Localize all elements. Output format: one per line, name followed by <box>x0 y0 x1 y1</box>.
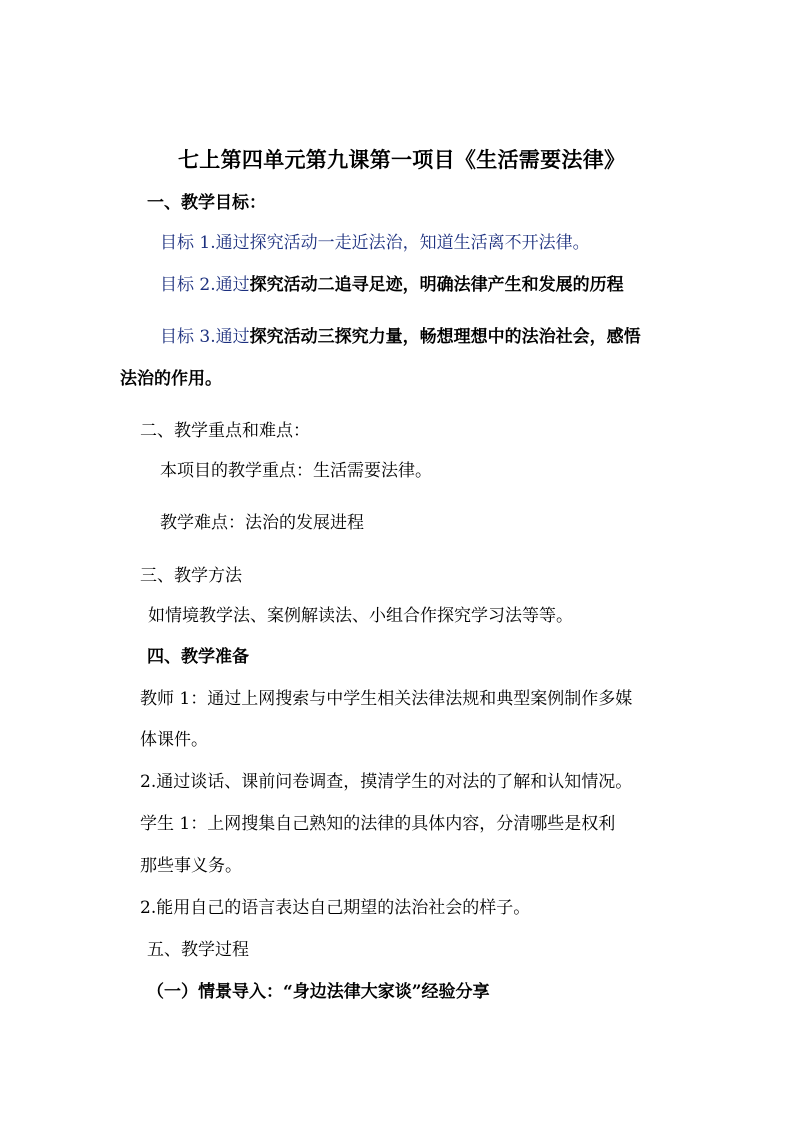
student-prep-1: 学生 1：上网搜集自己熟知的法律的具体内容，分清哪些是权利 <box>140 814 616 834</box>
section1-heading: 一、教学目标： <box>147 193 266 213</box>
teaching-focus: 本项目的教学重点：生活需要法律。 <box>160 461 432 481</box>
teacher-prep-1-cont: 体课件。 <box>140 730 208 750</box>
goal-2-prefix: 目标 2. <box>160 275 216 295</box>
section3-heading: 三、教学方法 <box>140 566 242 586</box>
section5-heading: 五、教学过程 <box>147 940 249 960</box>
goal-2-text-a: 通过 <box>215 275 250 295</box>
goal-1 <box>160 232 590 254</box>
goal-3-text-b: 探究活动三探究力量，畅想理想中的法治社会，感悟 <box>249 327 641 347</box>
goal-3 <box>160 326 641 348</box>
goal-1-text: 通过探究活动一走近法治，知道生活离不开法律。 <box>215 233 590 253</box>
section2-heading: 二、教学重点和难点： <box>140 421 310 441</box>
section5-subheading: （一）情景导入：“身边法律大家谈”经验分享 <box>147 982 490 1002</box>
teacher-prep-2: 2.通过谈话、课前问卷调查，摸清学生的对法的了解和认知情况。 <box>140 772 633 792</box>
teaching-methods: 如情境教学法、案例解读法、小组合作探究学习法等等。 <box>148 606 573 626</box>
student-prep-1-cont: 那些事义务。 <box>140 856 242 876</box>
goal-2-text-b: 探究活动二追寻足迹，明确法律产生和发展的历程 <box>249 275 624 295</box>
teaching-difficulty: 教学难点：法治的发展进程 <box>160 513 364 533</box>
goal-3-continuation: 法治的作用。 <box>120 369 222 389</box>
teacher-prep-1: 教师 1：通过上网搜索与中学生相关法律法规和典型案例制作多媒 <box>140 689 633 709</box>
goal-1-prefix: 目标 1. <box>160 233 216 253</box>
page-title: 七上第四单元第九课第一项目《生活需要法律》 <box>178 147 626 172</box>
student-prep-2: 2.能用自己的语言表达自己期望的法治社会的样子。 <box>140 898 531 918</box>
section4-heading: 四、教学准备 <box>147 647 249 667</box>
goal-2 <box>160 274 624 296</box>
goal-3-prefix: 目标 3. <box>160 327 216 347</box>
goal-3-text-a: 通过 <box>215 327 250 347</box>
